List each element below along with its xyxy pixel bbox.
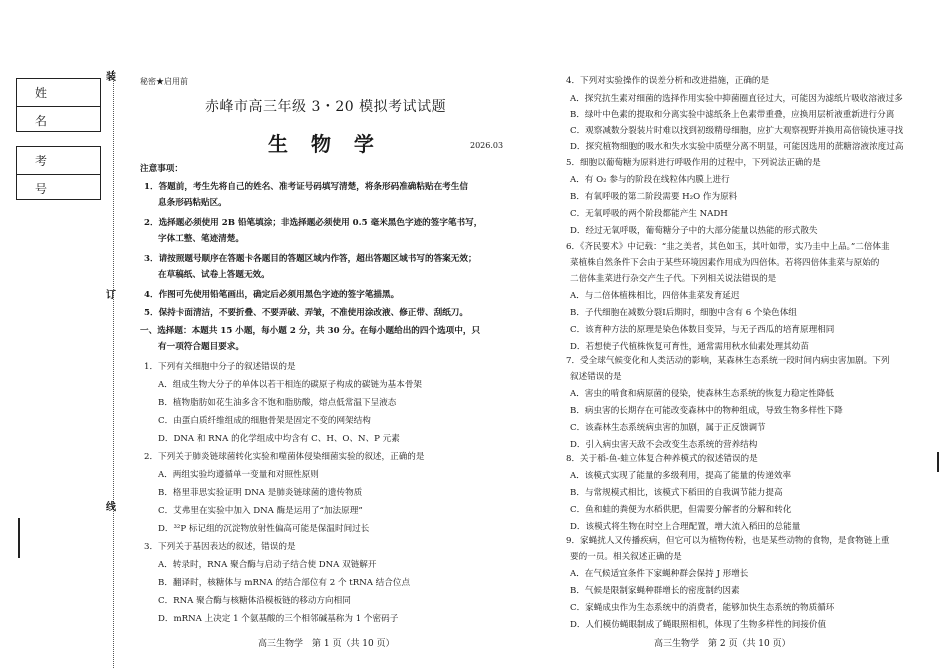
page-footer-right: 高三生物学 第 2 页（共 10 页）: [654, 639, 791, 649]
margin-mark: [18, 518, 20, 558]
notice-line: 4．作图可先使用铅笔画出，确定后必须用黑色字迹的签字笔描黑。: [144, 290, 400, 300]
question-option: C．无氧呼吸的两个阶段都能产生 NADH: [570, 209, 728, 219]
question-option: C．艾弗里在实验中加入 DNA 酶是运用了“加法原理”: [158, 506, 363, 516]
question-option: D．若想使子代植株恢复可育性，通常需用秋水仙素处理其幼苗: [570, 342, 809, 352]
notice-line: 字体工整、笔迹清楚。: [158, 234, 244, 244]
question-option: A．组成生物大分子的单体以若干相连的碳原子构成的碳链为基本骨架: [158, 380, 423, 390]
question-option: D．DNA 和 RNA 的化学组成中均含有 C、H、O、N、P 元素: [158, 434, 400, 444]
exam-date: 2026.03: [470, 141, 504, 150]
question-option: B．翻译时，核糖体与 mRNA 的结合部位有 2 个 tRNA 结合位点: [158, 578, 411, 588]
question-option: A．探究抗生素对细菌的选择作用实验中抑菌圈直径过大，可能因为滤纸片吸收溶液过多: [570, 94, 903, 104]
question-option: A．有 O₂ 参与的阶段在线粒体内膜上进行: [570, 175, 730, 185]
notice-line: 息条形码粘贴区。: [158, 198, 227, 208]
question-option: D．³²P 标记组的沉淀物放射性偏高可能是保温时间过长: [158, 524, 370, 534]
question-option: B．病虫害的长期存在可能改变森林中的物种组成，导致生物多样性下降: [570, 406, 843, 416]
notice-line: 2．选择题必须使用 2B 铅笔填涂；非选择题必须使用 0.5 毫米黑色字迹的签字笔书写，: [144, 218, 483, 228]
exam-number-label: 考 号: [17, 147, 100, 175]
question-stem: 4．下列对实验操作的误差分析和改进措施，正确的是: [566, 76, 770, 86]
name-label: 姓 名: [17, 79, 100, 107]
question-option: D．探究植物细胞的吸水和失水实验中质壁分离不明显，可能因选用的蔗糖溶液浓度过高: [570, 142, 904, 152]
question-option: D．经过无氧呼吸，葡萄糖分子中的大部分能量以热能的形式散失: [570, 226, 818, 236]
question-option: A．害虫的啃食和病原菌的侵染，使森林生态系统的恢复力稳定性降低: [570, 389, 835, 399]
notice-line: 5．保持卡面清洁，不要折叠、不要弄破、弄皱，不准使用涂改液、修正带、刮纸刀。: [144, 308, 468, 318]
margin-mark-right: [937, 452, 939, 472]
name-box: [16, 78, 101, 132]
bind-char-xian: 线: [106, 502, 116, 513]
question-stem-cont: 要的一员。相关叙述正确的是: [570, 552, 682, 562]
exam-number-box: [16, 146, 101, 200]
question-option: C．RNA 聚合酶与核糖体沿模板链的移动方向相同: [158, 596, 351, 606]
notice-heading: 注意事项：: [140, 164, 183, 174]
question-stem-cont: 二倍体韭菜进行杂交产生子代。下列相关说法错误的是: [570, 274, 777, 284]
binding-line: [113, 70, 114, 668]
question-option: C．观察减数分裂装片时难以找到初级精母细胞，应扩大观察视野并换用高倍镜快速寻找: [570, 126, 904, 136]
section-heading: 一、选择题：本题共 15 小题，每小题 2 分，共 30 分。在每小题给出的四个选项中，只: [140, 326, 481, 336]
question-option: B．与常规模式相比，该模式下稻田的自我调节能力提高: [570, 488, 783, 498]
question-stem: 2．下列关于肺炎链球菌转化实验和噬菌体侵染细菌实验的叙述，正确的是: [144, 452, 425, 462]
page-footer-left: 高三生物学 第 1 页（共 10 页）: [258, 639, 395, 649]
notice-line: 在草稿纸、试卷上答题无效。: [158, 270, 270, 280]
question-option: C．该森林生态系统病虫害的加剧，属于正反馈调节: [570, 423, 766, 433]
bind-char-ding: 订: [106, 290, 116, 301]
question-option: A．该模式实现了能量的多级利用，提高了能量的传递效率: [570, 471, 792, 481]
question-option: B．绿叶中色素的提取和分离实验中滤纸条上色素带重叠，应换用层析液重新进行分离: [570, 110, 895, 120]
question-option: A．与二倍体植株相比，四倍体韭菜发育延迟: [570, 291, 740, 301]
question-option: B．格里菲思实验证明 DNA 是肺炎链球菌的遗传物质: [158, 488, 363, 498]
question-stem: 9．家蝇扰人又传播疾病，但它可以为植物传粉，也是某些动物的食物，是食物链上重: [566, 536, 890, 546]
question-option: D．该模式将生物在时空上合理配置，增大流入稻田的总能量: [570, 522, 801, 532]
section-heading-cont: 有一项符合题目要求。: [158, 342, 244, 352]
question-option: D．人们模仿蝇眼制成了蝇眼照相机，体现了生物多样性的间接价值: [570, 620, 827, 630]
question-option: A．两组实验均遵循单一变量和对照性原则: [158, 470, 319, 480]
question-option: A．在气候适宜条件下家蝇种群会保持 J 形增长: [570, 569, 749, 579]
question-option: B．子代细胞在减数分裂Ⅰ后期时，细胞中含有 6 个染色体组: [570, 308, 797, 318]
question-option: C．鱼和蛙的粪便为水稻供肥，但需要分解者的分解和转化: [570, 505, 792, 515]
question-option: D．mRNA 上决定 1 个氨基酸的三个相邻碱基称为 1 个密码子: [158, 614, 399, 624]
question-stem-cont: 菜植株自然条件下会由于某些环境因素作用成为四倍体。若将四倍体韭菜与原始的: [570, 258, 880, 268]
notice-line: 3．请按照题号顺序在答题卡各题目的答题区域内作答，超出答题区域书写的答案无效；: [144, 254, 477, 264]
secret-mark: 秘密★启用前: [140, 77, 188, 86]
question-option: C．该育种方法的原理是染色体数目变异，与无子西瓜的培育原理相同: [570, 325, 835, 335]
question-stem: 8．关于稻-鱼-蛙立体复合种养模式的叙述错误的是: [566, 454, 758, 464]
question-stem: 3．下列关于基因表达的叙述，错误的是: [144, 542, 296, 552]
question-stem: 6．《齐民要术》中记载：“韭之美者，其色如玉，其叶如带，实乃圭中上品。”二倍体韭: [566, 242, 890, 252]
subject-title: 生 物 学: [268, 132, 382, 156]
question-option: D．引入病虫害天敌不会改变生态系统的营养结构: [570, 440, 758, 450]
question-option: B．有氧呼吸的第二阶段需要 H₂O 作为原料: [570, 192, 738, 202]
question-stem: 7．受全球气候变化和人类活动的影响，某森林生态系统一段时间内病虫害加剧。下列: [566, 356, 890, 366]
question-option: C．家蝇成虫作为生态系统中的消费者，能够加快生态系统的物质循环: [570, 603, 835, 613]
question-stem-cont: 叙述错误的是: [570, 372, 622, 382]
question-option: B．气候是限制家蝇种群增长的密度制约因素: [570, 586, 740, 596]
question-option: B．植物脂肪如花生油多含不饱和脂肪酸，熔点低常温下呈液态: [158, 398, 397, 408]
question-option: C．由蛋白质纤维组成的细胞骨架是固定不变的网架结构: [158, 416, 371, 426]
exam-title: 赤峰市高三年级 3・20 模拟考试试题: [205, 99, 447, 115]
question-option: A．转录时，RNA 聚合酶与启动子结合使 DNA 双链解开: [158, 560, 377, 570]
question-stem: 1．下列有关细胞中分子的叙述错误的是: [144, 362, 296, 372]
notice-line: 1．答题前，考生先将自己的姓名、准考证号码填写清楚，将条形码准确粘贴在考生信: [144, 182, 468, 192]
question-stem: 5．细胞以葡萄糖为原料进行呼吸作用的过程中，下列说法正确的是: [566, 158, 821, 168]
bind-char-zhuang: 装: [106, 72, 116, 83]
